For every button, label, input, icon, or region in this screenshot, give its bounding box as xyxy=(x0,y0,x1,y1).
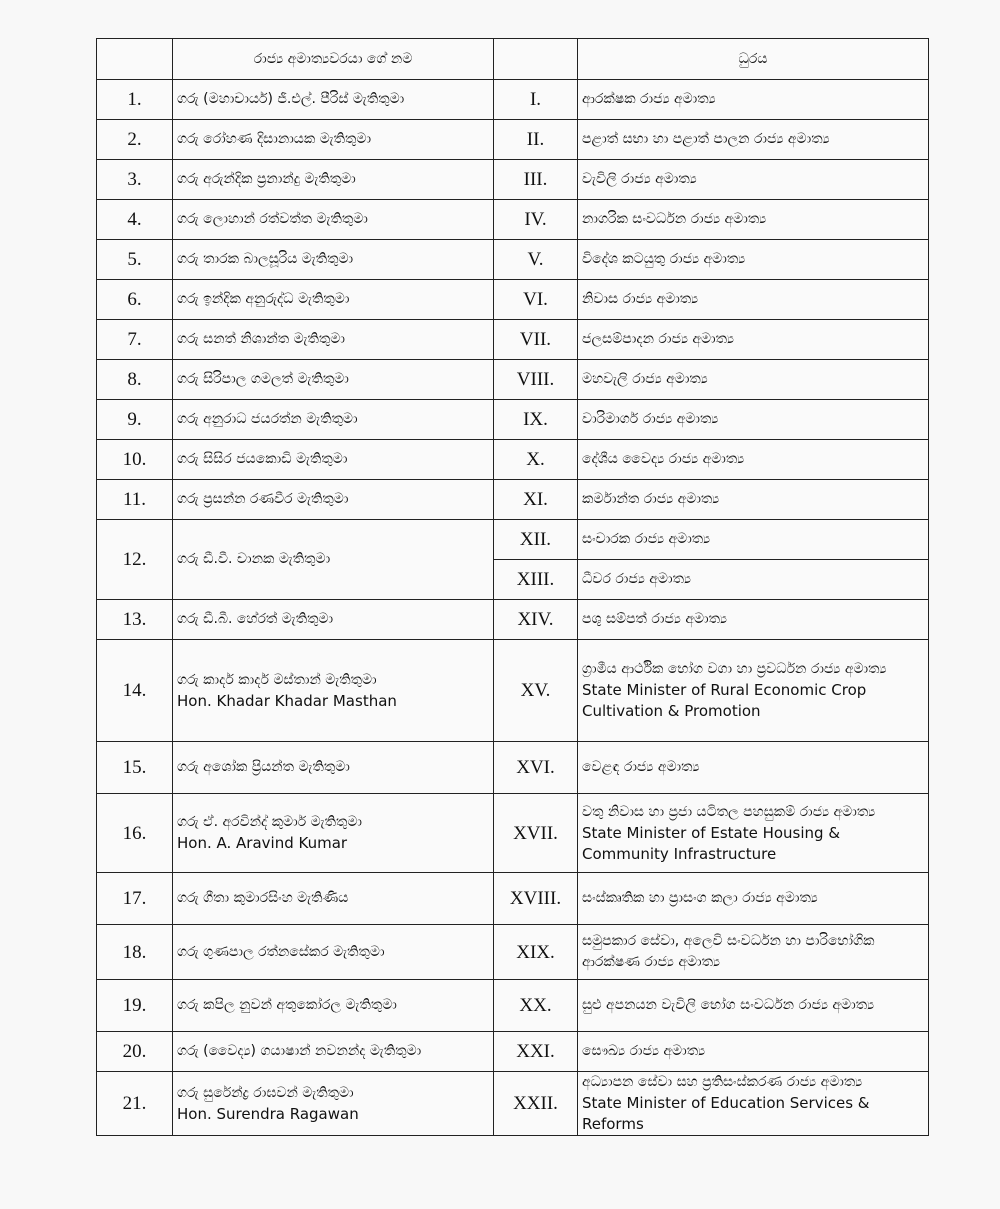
portfolio-roman-number: XXII. xyxy=(494,1072,578,1136)
table-row xyxy=(97,925,929,980)
minister-name-cell xyxy=(173,640,494,742)
portfolio-cell xyxy=(578,1072,929,1136)
header-portfolio: ධුරය xyxy=(578,39,929,80)
row-number: 1. xyxy=(97,80,173,120)
table-row xyxy=(97,1032,929,1072)
portfolio-cell xyxy=(578,200,929,240)
row-number: 10. xyxy=(97,440,173,480)
minister-name-cell xyxy=(173,925,494,980)
portfolio-cell xyxy=(578,560,929,600)
portfolio-roman-number: XVIII. xyxy=(494,873,578,925)
portfolio-roman-number: III. xyxy=(494,160,578,200)
table-row xyxy=(97,440,929,480)
portfolio-sinhala: කර්මාන්ත රාජ්‍ය අමාත්‍ය xyxy=(582,491,720,507)
table-row xyxy=(97,640,929,742)
minister-name-sinhala: ගරු (මහාචාර්ය) ජී.එල්. පීරිස් මැතිතුමා xyxy=(177,91,405,107)
minister-name-cell xyxy=(173,980,494,1032)
row-number: 2. xyxy=(97,120,173,160)
portfolio-sinhala: ධීවර රාජ්‍ය අමාත්‍ය xyxy=(582,571,691,587)
portfolio-cell xyxy=(578,742,929,794)
portfolio-cell xyxy=(578,160,929,200)
portfolio-sinhala: ජලසම්පාදන රාජ්‍ය අමාත්‍ය xyxy=(582,331,734,347)
row-number: 12. xyxy=(97,520,173,600)
minister-name-sinhala: ගරු ගුණපාල රත්නසේකර මැතිතුමා xyxy=(177,943,385,960)
minister-name-sinhala: ගරු අරුන්දික ප්‍රනාන්දු මැතිතුමා xyxy=(177,171,356,187)
portfolio-cell xyxy=(578,520,929,560)
portfolio-roman-number: VII. xyxy=(494,320,578,360)
portfolio-roman-number: IX. xyxy=(494,400,578,440)
portfolio-cell xyxy=(578,480,929,520)
minister-name-sinhala: ගරු සිරිපාල ගමලත් මැතිතුමා xyxy=(177,371,349,387)
portfolio-roman-number: XX. xyxy=(494,980,578,1032)
portfolio-roman-number: XV. xyxy=(494,640,578,742)
minister-name-sinhala: ගරු ඩී.බී. හේරත් මැතිතුමා xyxy=(177,611,334,627)
portfolio-cell xyxy=(578,240,929,280)
minister-name-cell xyxy=(173,80,494,120)
table-row xyxy=(97,980,929,1032)
row-number: 3. xyxy=(97,160,173,200)
row-number: 4. xyxy=(97,200,173,240)
portfolio-sinhala: ග්‍රාමීය ආර්ථික භෝග වගා හා ප්‍රවර්ධන රාජ්‍ය අමාත්‍ය xyxy=(582,661,887,677)
table-row xyxy=(97,200,929,240)
portfolio-cell xyxy=(578,794,929,873)
row-number: 8. xyxy=(97,360,173,400)
portfolio-sinhala: සමුපකාර සේවා, අලෙවි සංවර්ධන හා පාරිභෝගික ආරක්ෂණ රාජ්‍ය අමාත්‍ය xyxy=(582,933,875,970)
portfolio-roman-number: X. xyxy=(494,440,578,480)
minister-name-cell xyxy=(173,1072,494,1136)
table-row xyxy=(97,360,929,400)
minister-name-cell xyxy=(173,320,494,360)
row-number: 21. xyxy=(97,1072,173,1136)
portfolio-roman-number: XIII. xyxy=(494,560,578,600)
minister-name-sinhala: ගරු අශෝක ප්‍රියන්ත මැතිතුමා xyxy=(177,759,350,775)
minister-name-cell xyxy=(173,873,494,925)
portfolio-sinhala: මහවැලි රාජ්‍ය අමාත්‍ය xyxy=(582,371,708,387)
header-name: රාජ්‍ය අමාත්‍යවරයා ගේ නම xyxy=(173,39,494,80)
minister-name-sinhala: ගරු කපිල නුවන් අතුකෝරල මැතිතුමා xyxy=(177,997,397,1013)
minister-name-cell xyxy=(173,200,494,240)
row-number: 7. xyxy=(97,320,173,360)
portfolio-sinhala: නිවාස රාජ්‍ය අමාත්‍ය xyxy=(582,291,699,307)
portfolio-roman-number: XVII. xyxy=(494,794,578,873)
portfolio-cell xyxy=(578,400,929,440)
portfolio-cell xyxy=(578,980,929,1032)
portfolio-cell xyxy=(578,1032,929,1072)
row-number: 20. xyxy=(97,1032,173,1072)
minister-name-cell xyxy=(173,240,494,280)
portfolio-sinhala: සෞඛ්‍ය රාජ්‍ය අමාත්‍ය xyxy=(582,1043,706,1059)
minister-name-sinhala: ගරු රෝහණ දිසානායක මැතිතුමා xyxy=(177,131,372,147)
minister-name-cell xyxy=(173,794,494,873)
table-row xyxy=(97,873,929,925)
minister-name-cell xyxy=(173,280,494,320)
portfolio-sinhala: සුළු අපනයන වැවිලි භෝග සංවර්ධන රාජ්‍ය අමාත්‍ය xyxy=(582,997,875,1013)
header-number xyxy=(97,39,173,80)
minister-name-cell xyxy=(173,1032,494,1072)
minister-name-english: Hon. A. Aravind Kumar xyxy=(177,834,348,852)
portfolio-cell xyxy=(578,320,929,360)
portfolio-cell xyxy=(578,925,929,980)
minister-name-cell xyxy=(173,120,494,160)
minister-name-sinhala: ගරු ඉන්දික අනුරුද්ධ මැතිතුමා xyxy=(177,291,350,307)
portfolio-cell xyxy=(578,440,929,480)
table-row xyxy=(97,320,929,360)
portfolio-roman-number: XIX. xyxy=(494,925,578,980)
portfolio-sinhala: නාගරික සංවර්ධන රාජ්‍ය අමාත්‍ය xyxy=(582,211,767,227)
minister-name-sinhala: ගරු ප්‍රසන්න රණවීර මැතිතුමා xyxy=(177,491,349,507)
table-row xyxy=(97,240,929,280)
portfolio-english: State Minister of Estate Housing & Community Infrastructure xyxy=(582,823,841,863)
table-row xyxy=(97,160,929,200)
minister-name-cell xyxy=(173,480,494,520)
minister-name-cell xyxy=(173,742,494,794)
row-number: 5. xyxy=(97,240,173,280)
portfolio-sinhala: ආරක්ෂක රාජ්‍ය අමාත්‍ය xyxy=(582,91,716,107)
table-row xyxy=(97,80,929,120)
portfolio-roman-number: XXI. xyxy=(494,1032,578,1072)
portfolio-cell xyxy=(578,640,929,742)
row-number: 15. xyxy=(97,742,173,794)
row-number: 11. xyxy=(97,480,173,520)
state-ministers-table xyxy=(96,38,929,1136)
portfolio-cell xyxy=(578,600,929,640)
minister-name-sinhala: ගරු ගීතා කුමාරසිංහ මැතිණිය xyxy=(177,890,349,906)
portfolio-sinhala: වැවිලි රාජ්‍ය අමාත්‍ය xyxy=(582,171,697,187)
minister-name-sinhala: ගරු සනත් නිශාන්ත මැතිතුමා xyxy=(177,331,345,347)
minister-name-cell xyxy=(173,160,494,200)
portfolio-roman-number: V. xyxy=(494,240,578,280)
portfolio-sinhala: පළාත් සභා හා පළාත් පාලන රාජ්‍ය අමාත්‍ය xyxy=(582,131,830,147)
portfolio-roman-number: IV. xyxy=(494,200,578,240)
portfolio-roman-number: XIV. xyxy=(494,600,578,640)
table-row xyxy=(97,520,929,560)
header-row xyxy=(97,39,929,80)
row-number: 14. xyxy=(97,640,173,742)
row-number: 19. xyxy=(97,980,173,1032)
row-number: 17. xyxy=(97,873,173,925)
table-row xyxy=(97,400,929,440)
minister-name-sinhala: ගරු ඩී.වී. චානක මැතිතුමා xyxy=(177,551,331,567)
portfolio-cell xyxy=(578,360,929,400)
table-row xyxy=(97,742,929,794)
header-roman xyxy=(494,39,578,80)
table-row xyxy=(97,120,929,160)
portfolio-english: State Minister of Education Services & Reforms xyxy=(582,1094,870,1133)
minister-name-cell xyxy=(173,360,494,400)
table-row xyxy=(97,280,929,320)
row-number: 18. xyxy=(97,925,173,980)
minister-name-sinhala: ගරු තාරක බාලසූරිය මැතිතුමා xyxy=(177,251,354,267)
minister-name-english: Hon. Khadar Khadar Masthan xyxy=(177,691,397,710)
table-row xyxy=(97,600,929,640)
table-row xyxy=(97,480,929,520)
portfolio-roman-number: VIII. xyxy=(494,360,578,400)
row-number: 16. xyxy=(97,794,173,873)
minister-name-sinhala: ගරු ලොහාන් රත්වත්ත මැතිතුමා xyxy=(177,211,368,227)
minister-name-sinhala: ගරු සුරේන්ද්‍ර රාඝවන් මැතිතුමා xyxy=(177,1084,354,1101)
minister-name-sinhala: ගරු කාදර් කාදර් මස්තාන් මැතිතුමා xyxy=(177,671,377,688)
minister-name-cell xyxy=(173,520,494,600)
portfolio-sinhala: පශු සම්පත් රාජ්‍ය අමාත්‍ය xyxy=(582,611,727,627)
portfolio-roman-number: I. xyxy=(494,80,578,120)
minister-name-cell xyxy=(173,400,494,440)
table-row xyxy=(97,794,929,873)
portfolio-sinhala: වාරිමාර්ග රාජ්‍ය අමාත්‍ය xyxy=(582,411,719,427)
portfolio-cell xyxy=(578,280,929,320)
portfolio-cell xyxy=(578,120,929,160)
portfolio-sinhala: විදේශ කටයුතු රාජ්‍ය අමාත්‍ය xyxy=(582,251,746,267)
minister-name-english: Hon. Surendra Ragawan xyxy=(177,1104,359,1123)
portfolio-sinhala: වෙළඳ රාජ්‍ය අමාත්‍ය xyxy=(582,759,700,775)
minister-name-cell xyxy=(173,600,494,640)
minister-name-sinhala: ගරු (වෛද්‍ය) ගයාෂාන් නවනන්ද මැතිතුමා xyxy=(177,1043,422,1059)
minister-name-sinhala: ගරු අනුරාධ ජයරත්න මැතිතුමා xyxy=(177,411,358,427)
portfolio-roman-number: XII. xyxy=(494,520,578,560)
row-number: 6. xyxy=(97,280,173,320)
portfolio-roman-number: XI. xyxy=(494,480,578,520)
portfolio-sinhala: අධ්‍යාපන සේවා සහ ප්‍රතිසංස්කරණ රාජ්‍ය අමාත්‍ය xyxy=(582,1074,863,1090)
portfolio-sinhala: දේශීය වෛද්‍ය රාජ්‍ය අමාත්‍ය xyxy=(582,451,745,467)
minister-name-sinhala: ගරු සිසිර ජයකොඩි මැතිතුමා xyxy=(177,451,348,467)
row-number: 13. xyxy=(97,600,173,640)
portfolio-cell xyxy=(578,80,929,120)
portfolio-sinhala: සංස්කෘතික හා ප්‍රාසංග කලා රාජ්‍ය අමාත්‍ය xyxy=(582,890,818,906)
table-row xyxy=(97,1072,929,1136)
minister-name-cell xyxy=(173,440,494,480)
portfolio-roman-number: II. xyxy=(494,120,578,160)
portfolio-roman-number: XVI. xyxy=(494,742,578,794)
row-number: 9. xyxy=(97,400,173,440)
portfolio-roman-number: VI. xyxy=(494,280,578,320)
minister-name-sinhala: ගරු ඒ. අරවින්ද් කුමාර් මැතිතුමා xyxy=(177,814,363,830)
table-body xyxy=(97,80,929,1136)
portfolio-english: State Minister of Rural Economic Crop Cultivation & Promotion xyxy=(582,681,867,720)
portfolio-sinhala: වතු නිවාස හා ප්‍රජා යටිතල පහසුකම් රාජ්‍ය අමාත්‍ය xyxy=(582,803,876,820)
portfolio-cell xyxy=(578,873,929,925)
portfolio-sinhala: සංචාරක රාජ්‍ය අමාත්‍ය xyxy=(582,531,711,547)
